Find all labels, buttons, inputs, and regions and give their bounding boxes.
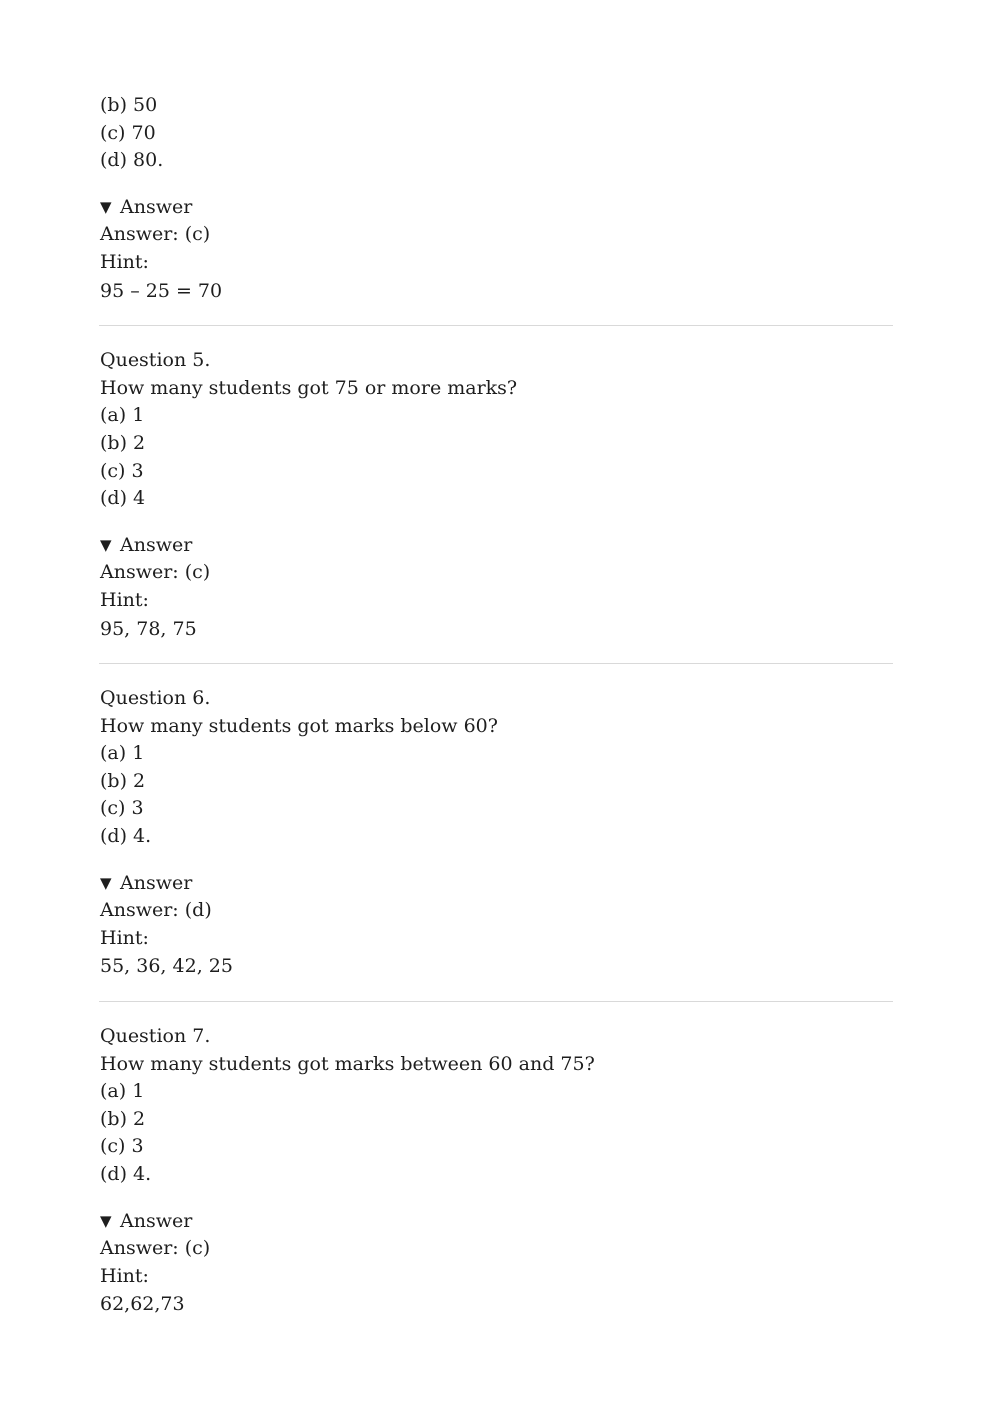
answer-toggle-label: Answer (120, 1209, 193, 1232)
option-b: (b) 2 (100, 431, 146, 454)
option-b: (b) 2 (100, 769, 146, 792)
option-c: (c) 3 (100, 1135, 144, 1158)
option-d: (d) 4. (100, 1163, 152, 1185)
option-c: (c) 3 (100, 797, 144, 820)
disclosure-triangle-icon: ▼ (100, 197, 112, 216)
question-text: How many students got 75 or more marks? (100, 376, 518, 399)
option-d: (d) 4. (100, 825, 152, 848)
hint-value: 95 – 25 = 70 (100, 279, 223, 302)
question-text: How many students got marks below 60? (100, 714, 498, 737)
divider (99, 663, 893, 664)
answer-toggle-label: Answer (120, 533, 193, 556)
option-d: (d) 4 (100, 487, 146, 510)
question-block-5 (100, 347, 893, 643)
hint-value: 55, 36, 42, 25 (100, 955, 233, 978)
hint-value: 95, 78, 75 (100, 617, 197, 640)
answer-toggle[interactable] (100, 1208, 893, 1236)
option-a: (a) 1 (100, 742, 145, 765)
question-number: Question 7. (100, 1025, 211, 1048)
answer-text: Answer: (c) (100, 1237, 211, 1260)
question-block-4-continued (100, 92, 893, 305)
option-b: (b) 2 (100, 1107, 146, 1130)
divider (99, 1001, 893, 1002)
hint-value: 62,62,73 (100, 1293, 185, 1316)
question-block-7 (100, 1023, 893, 1319)
answer-text: Answer: (c) (100, 561, 211, 584)
answer-toggle-label: Answer (120, 871, 193, 894)
answer-text: Answer: (c) (100, 223, 211, 246)
hint-label: Hint: (100, 588, 149, 611)
disclosure-triangle-icon: ▼ (100, 1211, 112, 1230)
hint-label: Hint: (100, 1264, 149, 1287)
answer-toggle[interactable] (100, 532, 893, 560)
disclosure-triangle-icon: ▼ (100, 535, 112, 554)
hint-label: Hint: (100, 250, 149, 273)
question-number: Question 6. (100, 687, 211, 710)
question-block-6 (100, 685, 893, 981)
question-text: How many students got marks between 60 and 75? (100, 1052, 595, 1075)
answer-toggle[interactable] (100, 870, 893, 898)
answer-toggle-label: Answer (120, 195, 193, 218)
option-d: (d) 80. (100, 149, 164, 172)
option-c: (c) 3 (100, 459, 144, 482)
option-c: (c) 70 (100, 121, 156, 144)
answer-toggle[interactable] (100, 194, 893, 222)
question-number: Question 5. (100, 349, 211, 372)
divider (99, 325, 893, 326)
disclosure-triangle-icon: ▼ (100, 873, 112, 892)
option-a: (a) 1 (100, 404, 145, 427)
option-b: (b) 50 (100, 94, 158, 116)
answer-text: Answer: (d) (100, 899, 212, 922)
document-page (100, 92, 893, 1319)
hint-label: Hint: (100, 926, 149, 949)
option-a: (a) 1 (100, 1080, 145, 1103)
